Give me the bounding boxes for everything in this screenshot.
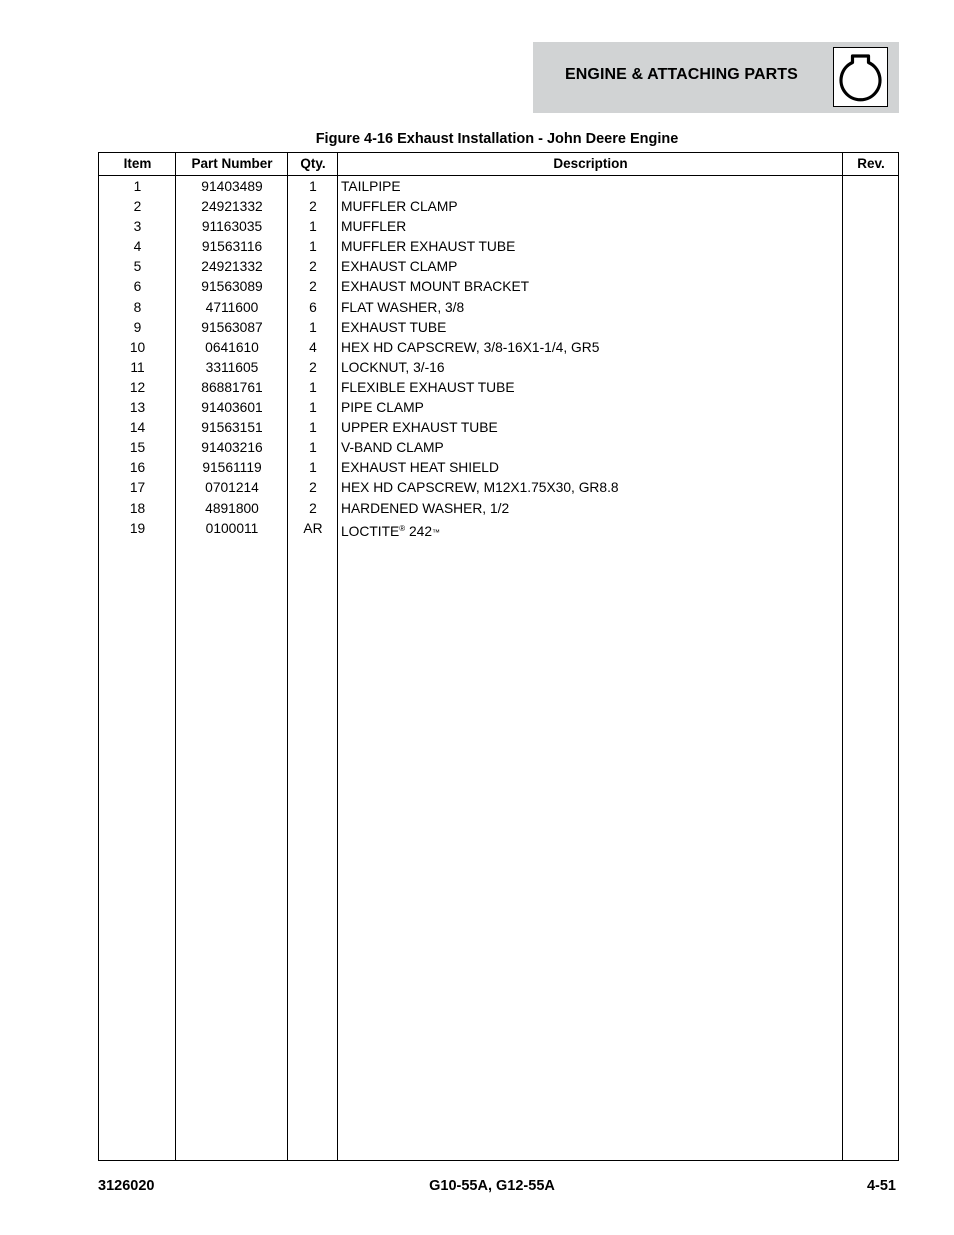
table-body [99,177,898,539]
footer-page-number: 4-51 [866,1178,896,1194]
cell-description [341,519,440,543]
cell-part-number: 91563116 [201,239,263,255]
cell-item: 2 [133,199,142,215]
trademark-mark: ™ [432,527,441,537]
table-row [99,378,898,398]
cell-item: 12 [129,379,146,395]
cell-item: 8 [133,299,142,315]
cell-item: 13 [129,400,146,416]
cell-qty: 2 [309,279,317,295]
cell-qty: 1 [309,460,317,476]
cell-description: HEX HD CAPSCREW, M12X1.75X30, GR8.8 [341,480,619,496]
cell-item: 4 [133,239,142,255]
cell-description: FLEXIBLE EXHAUST TUBE [341,379,515,395]
cell-item: 6 [133,279,142,295]
cell-part-number: 3311605 [205,359,259,375]
table-row [99,458,898,478]
cell-qty: 2 [309,259,317,275]
cell-description: V-BAND CLAMP [341,440,444,456]
cell-description: UPPER EXHAUST TUBE [341,420,498,436]
cell-item: 10 [129,339,146,355]
cell-item: 14 [129,420,146,436]
cell-description: EXHAUST TUBE [341,319,447,335]
cell-item: 17 [129,480,146,496]
cell-qty: AR [303,520,323,536]
cell-qty: 6 [309,299,317,315]
cell-description: HEX HD CAPSCREW, 3/8-16X1-1/4, GR5 [341,339,600,355]
table-row [99,358,898,378]
cell-part-number: 91163035 [201,219,263,235]
cell-part-number: 0701214 [205,480,259,496]
cell-qty: 1 [309,379,317,395]
table-row [99,478,898,498]
section-icon-box [833,47,888,107]
figure-title: Figure 4-16 Exhaust Installation - John Deere Engine [315,131,679,147]
cell-item: 18 [129,500,146,516]
header-rev: Rev. [857,156,885,171]
cell-item: 16 [129,460,146,476]
table-row [99,338,898,358]
table-row [99,438,898,458]
section-title: ENGINE & ATTACHING PARTS [565,66,798,83]
cell-part-number: 0641610 [205,339,259,355]
table-row [99,177,898,197]
table-row-19 [99,519,898,539]
cell-description: LOCKNUT, 3/-16 [341,359,445,375]
cell-qty: 1 [309,440,317,456]
cell-description: EXHAUST HEAT SHIELD [341,460,499,476]
cell-description: MUFFLER [341,219,407,235]
cell-part-number: 91403216 [201,440,263,456]
table-row [99,418,898,438]
cell-description: FLAT WASHER, 3/8 [341,299,465,315]
cell-item: 19 [129,520,146,536]
table-row [99,499,898,519]
registered-mark: ® [399,523,406,533]
cell-part-number: 86881761 [201,379,263,395]
cell-description: TAILPIPE [341,179,401,194]
cell-qty: 2 [309,480,317,496]
cell-item: 15 [129,440,146,456]
cell-qty: 1 [309,319,317,335]
cell-qty: 1 [309,400,317,416]
cell-part-number: 24921332 [201,199,263,215]
parts-table [98,152,899,1161]
cell-description: EXHAUST MOUNT BRACKET [341,279,530,295]
cell-description: MUFFLER CLAMP [341,199,458,215]
cell-qty: 2 [309,359,317,375]
table-row [99,197,898,217]
cell-part-number: 91563087 [201,319,263,335]
cell-part-number: 4891800 [205,500,259,516]
header-divider [99,175,898,176]
cell-part-number: 91403601 [201,400,263,416]
cell-part-number: 91563089 [201,279,263,295]
header-qty: Qty. [300,156,326,171]
desc-number: 242 [405,523,433,539]
footer-models: G10-55A, G12-55A [429,1178,555,1194]
cell-item: 9 [133,319,142,335]
engine-icon [834,48,887,106]
cell-qty: 1 [309,239,317,255]
cell-item: 11 [130,359,145,375]
header-item: Item [123,156,152,171]
cell-description: PIPE CLAMP [341,400,424,416]
cell-qty: 4 [309,339,317,355]
cell-description: MUFFLER EXHAUST TUBE [341,239,516,255]
section-tab [533,42,899,113]
cell-qty: 1 [309,179,317,194]
cell-part-number: 91563151 [201,420,263,436]
cell-part-number: 24921332 [201,259,263,275]
cell-description: EXHAUST CLAMP [341,259,458,275]
cell-item: 5 [133,259,142,275]
cell-description: HARDENED WASHER, 1/2 [341,500,510,516]
cell-item: 3 [133,219,142,235]
cell-part-number: 91561119 [202,460,262,476]
header-description: Description [553,156,628,171]
cell-part-number: 0100011 [205,520,259,536]
cell-part-number: 4711600 [205,299,259,315]
header-part-number: Part Number [191,156,273,171]
table-row [99,318,898,338]
footer-doc-number: 3126020 [98,1178,155,1194]
cell-qty: 1 [309,219,317,235]
table-row [99,277,898,297]
table-row [99,298,898,318]
cell-qty: 1 [309,420,317,436]
cell-qty: 2 [309,199,317,215]
cell-part-number: 91403489 [201,179,263,194]
desc-text: LOCTITE [341,523,400,539]
table-row [99,217,898,237]
table-row [99,257,898,277]
cell-item: 1 [133,179,142,194]
table-row [99,237,898,257]
cell-qty: 2 [309,500,317,516]
table-row [99,398,898,418]
